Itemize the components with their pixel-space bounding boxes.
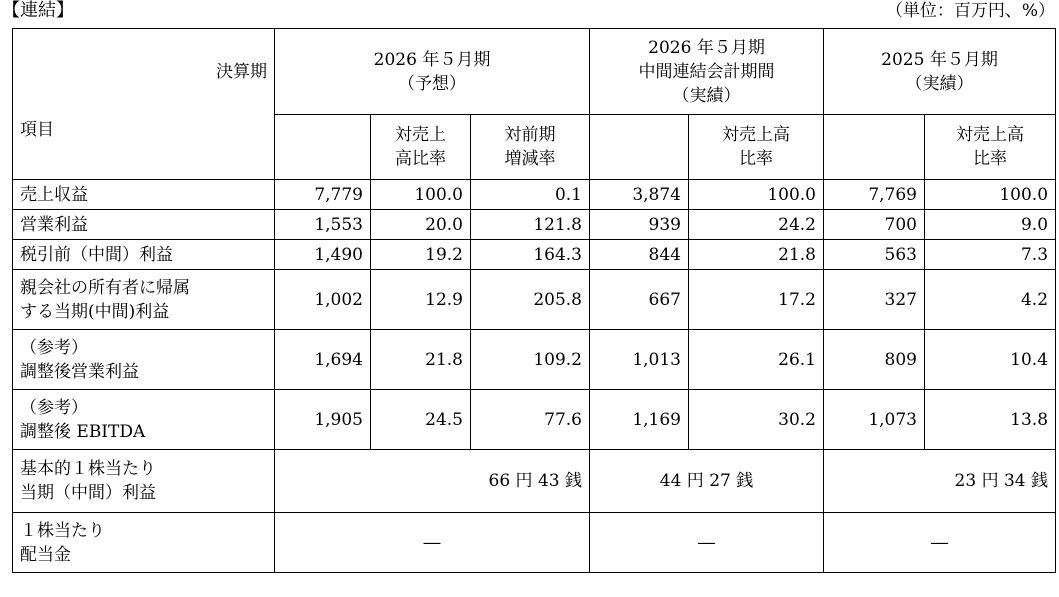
row-label-text: 当期（中間）利益	[20, 483, 156, 503]
corner-period-label	[13, 29, 275, 115]
table-cell: 9.0	[925, 210, 1056, 240]
table-cell: 1,013	[590, 330, 689, 390]
table-cell: 1,002	[275, 270, 371, 330]
row-label	[13, 330, 275, 390]
table-cell: 7,779	[275, 180, 371, 210]
table-cell: 10.4	[925, 330, 1056, 390]
table-cell: 17.2	[689, 270, 824, 330]
table-cell: 205.8	[471, 270, 590, 330]
period-header-forecast	[275, 29, 590, 115]
subheader-forecast-ratio	[371, 115, 471, 180]
eps-forecast: 66 円 43 銭	[275, 450, 590, 513]
dividend-row	[13, 513, 1056, 573]
table-row	[13, 210, 1056, 240]
table-cell: 121.8	[471, 210, 590, 240]
table-cell: 100.0	[371, 180, 471, 210]
eps-interim: 44 円 27 銭	[590, 450, 824, 513]
subheader-forecast-yoy	[471, 115, 590, 180]
row-label	[13, 270, 275, 330]
unit-label: （単位：百万円、%）	[885, 1, 1055, 21]
table-cell: 0.1	[471, 180, 590, 210]
table-cell: 100.0	[925, 180, 1056, 210]
row-label-text: 税引前（中間）利益	[20, 244, 173, 265]
table-cell: 1,553	[275, 210, 371, 240]
table-cell: 1,905	[275, 390, 371, 450]
row-label-text: （参考）	[20, 337, 88, 358]
row-label-text: 親会社の所有者に帰属	[20, 277, 190, 298]
corner-bottom-text: 項目	[20, 119, 54, 140]
row-label	[13, 513, 275, 573]
corner-item-label	[13, 115, 275, 180]
table-row	[13, 270, 1056, 330]
row-label-text: 配当金	[20, 544, 71, 565]
period-header-prior	[824, 29, 1056, 115]
table-cell: 327	[824, 270, 925, 330]
eps-prior: 23 円 34 銭	[824, 450, 1056, 513]
eps-row	[13, 450, 1056, 513]
period-forecast-line2: （予想）	[398, 73, 466, 94]
table-cell: 12.9	[371, 270, 471, 330]
table-row	[13, 390, 1056, 450]
row-label-text: 売上収益	[20, 184, 88, 205]
table-cell: 667	[590, 270, 689, 330]
table-cell: 939	[590, 210, 689, 240]
row-label	[13, 210, 275, 240]
period-forecast-line1: 2026 年５月期	[373, 49, 491, 70]
corner-top-text: 決算期	[216, 61, 267, 82]
subheader-text: 対売上高	[722, 125, 790, 145]
row-label	[13, 240, 275, 270]
table-cell: 24.5	[371, 390, 471, 450]
subheader-text: 高比率	[395, 149, 446, 169]
subheader-text: 比率	[973, 149, 1007, 169]
table-row	[13, 180, 1056, 210]
row-label	[13, 390, 275, 450]
table-cell: 164.3	[471, 240, 590, 270]
table-cell: 1,694	[275, 330, 371, 390]
table-cell: 4.2	[925, 270, 1056, 330]
consolidated-label: 【連結】	[2, 0, 74, 21]
table-cell: 109.2	[471, 330, 590, 390]
row-label-text: 営業利益	[20, 214, 88, 235]
row-label-text: 調整後営業利益	[20, 361, 139, 382]
row-label-text: 調整後 EBITDA	[20, 421, 146, 442]
table-cell: 26.1	[689, 330, 824, 390]
table-cell: 77.6	[471, 390, 590, 450]
table-cell: 3,874	[590, 180, 689, 210]
table-cell: 21.8	[371, 330, 471, 390]
table-cell: 13.8	[925, 390, 1056, 450]
table-cell: 1,169	[590, 390, 689, 450]
table-cell: 563	[824, 240, 925, 270]
subheader-text: 対売上	[395, 125, 446, 145]
period-header-row	[13, 29, 1056, 115]
table-cell: 20.0	[371, 210, 471, 240]
dividend-prior: ―	[824, 513, 1056, 573]
table-cell: 100.0	[689, 180, 824, 210]
table-row	[13, 330, 1056, 390]
period-interim-line1: 2026 年５月期	[648, 37, 765, 58]
table-cell: 19.2	[371, 240, 471, 270]
period-interim-line2: 中間連結会計期間	[638, 61, 775, 82]
table-cell: 21.8	[689, 240, 824, 270]
row-label-text: 基本的１株当たり	[20, 459, 156, 479]
subheader-text: 対前期	[504, 125, 556, 145]
row-label-text: （参考）	[20, 397, 88, 418]
subheader-text: 対売上高	[956, 125, 1024, 145]
table-cell: 7.3	[925, 240, 1056, 270]
dividend-forecast: ―	[275, 513, 590, 573]
row-label	[13, 180, 275, 210]
table-cell: 1,073	[824, 390, 925, 450]
row-label-text: １株当たり	[20, 520, 105, 541]
subheader-row	[13, 115, 1056, 180]
row-label-text: する当期(中間)利益	[20, 301, 170, 322]
table-cell: 809	[824, 330, 925, 390]
subheader-text: 比率	[739, 149, 773, 169]
subheader-text: 増減率	[504, 149, 556, 169]
period-prior-line1: 2025 年５月期	[881, 49, 998, 70]
subheader-blank	[824, 115, 925, 180]
table-cell: 24.2	[689, 210, 824, 240]
table-row	[13, 240, 1056, 270]
row-label	[13, 450, 275, 513]
table-cell: 700	[824, 210, 925, 240]
table-cell: 30.2	[689, 390, 824, 450]
dividend-interim: ―	[590, 513, 824, 573]
subheader-prior-ratio	[925, 115, 1056, 180]
table-cell: 1,490	[275, 240, 371, 270]
period-header-interim	[590, 29, 824, 115]
table-cell: 844	[590, 240, 689, 270]
table-cell: 7,769	[824, 180, 925, 210]
subheader-blank	[275, 115, 371, 180]
subheader-blank	[590, 115, 689, 180]
subheader-interim-ratio	[689, 115, 824, 180]
period-interim-line3: （実績）	[672, 85, 741, 106]
financial-summary-table	[12, 28, 1056, 573]
period-prior-line2: （実績）	[905, 73, 974, 94]
